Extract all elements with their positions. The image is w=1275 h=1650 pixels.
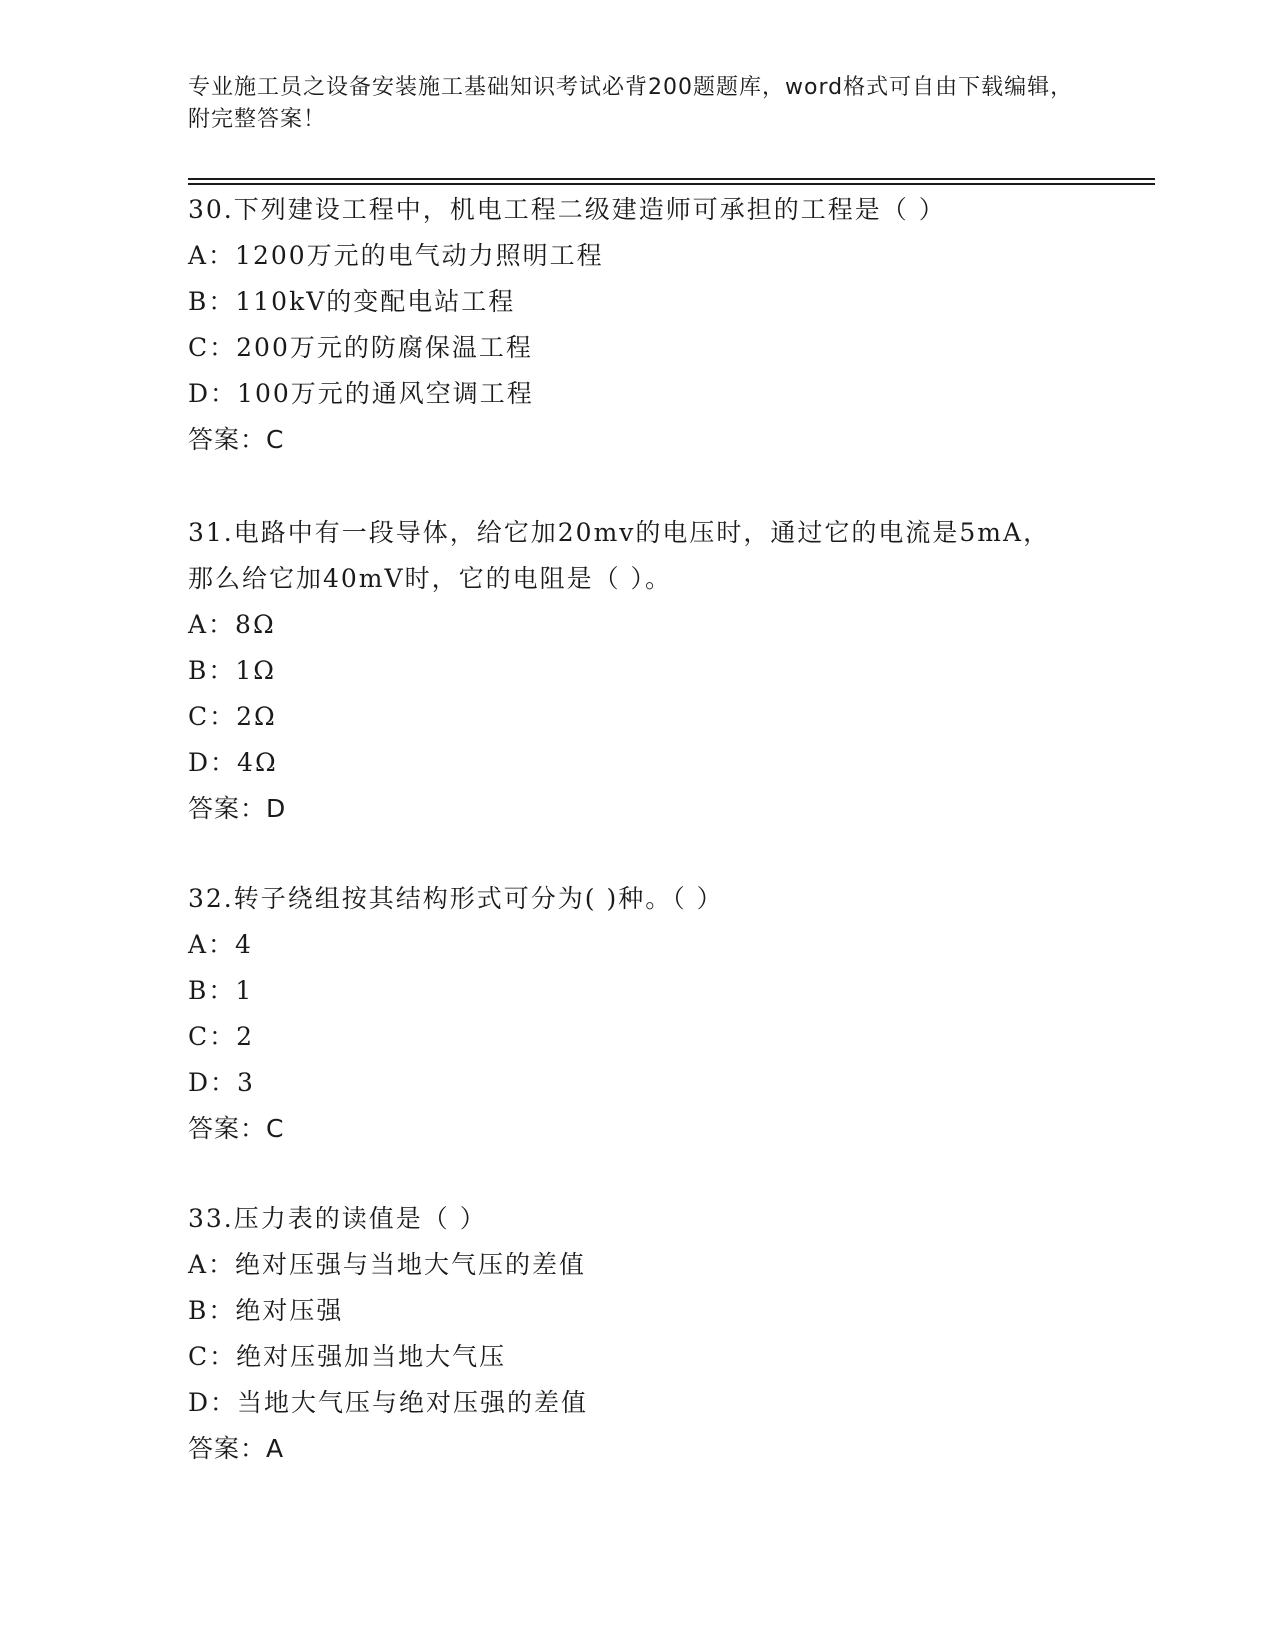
- option-c: C：2Ω: [188, 702, 277, 731]
- answer-line: 答案：D: [188, 794, 287, 823]
- question-block-33: [188, 1196, 1138, 1472]
- option-a: A：4: [188, 930, 253, 959]
- question-text: 31.电路中有一段导体，给它加20mv的电压时，通过它的电流是5mA，: [188, 518, 1051, 547]
- answer-line: 答案：C: [188, 425, 285, 454]
- option-b: B：绝对压强: [188, 1296, 344, 1325]
- question-text: 30.下列建设工程中，机电工程二级建造师可承担的工程是（ ）: [188, 195, 946, 224]
- option-d: D：3: [188, 1068, 255, 1097]
- option-c: C：绝对压强加当地大气压: [188, 1342, 507, 1371]
- option-a: A：1200万元的电气动力照明工程: [188, 241, 604, 270]
- option-a: A：绝对压强与当地大气压的差值: [188, 1250, 587, 1279]
- question-text-continued: 那么给它加40mV时，它的电阻是（ ）。: [188, 564, 673, 593]
- option-a: A：8Ω: [188, 610, 276, 639]
- answer-line: 答案：A: [188, 1434, 285, 1463]
- question-text: 33.压力表的读值是（ ）: [188, 1204, 487, 1233]
- question-block-31: [188, 510, 1138, 832]
- option-d: D：当地大气压与绝对压强的差值: [188, 1388, 589, 1417]
- header-divider-top: [188, 178, 1155, 180]
- option-d: D：4Ω: [188, 748, 278, 777]
- header-divider-bottom: [188, 183, 1155, 185]
- question-block-32: [188, 876, 1138, 1152]
- option-b: B：110kV的变配电站工程: [188, 287, 516, 316]
- option-d: D：100万元的通风空调工程: [188, 379, 534, 408]
- answer-line: 答案：C: [188, 1114, 285, 1143]
- question-text: 32.转子绕组按其结构形式可分为( )种。（ ）: [188, 884, 724, 913]
- option-c: C：200万元的防腐保温工程: [188, 333, 533, 362]
- question-block-30: [188, 187, 1138, 463]
- option-b: B：1Ω: [188, 656, 277, 685]
- option-b: B：1: [188, 976, 254, 1005]
- option-c: C：2: [188, 1022, 255, 1051]
- header-note: 专业施工员之设备安装施工基础知识考试必背200题题库，word格式可自由下载编辑，附完整答案！: [188, 75, 1074, 132]
